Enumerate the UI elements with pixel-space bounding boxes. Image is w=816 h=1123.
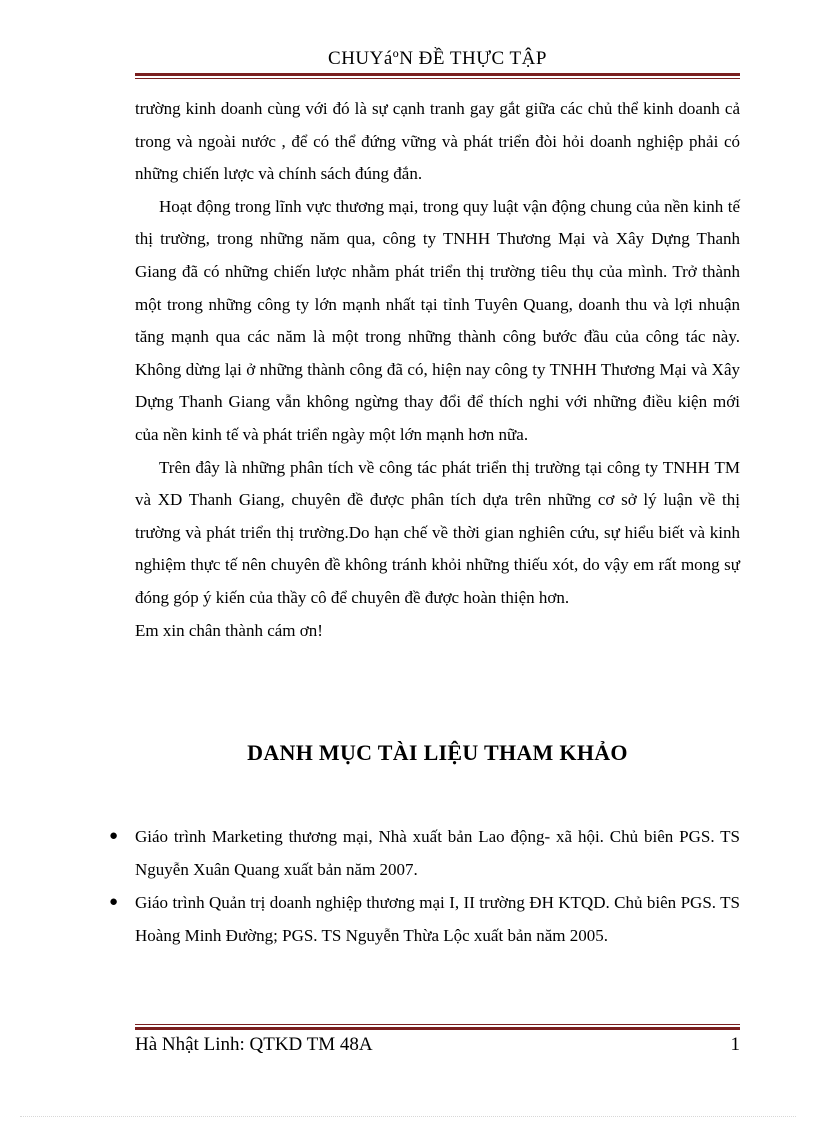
reference-text: Giáo trình Quản trị doanh nghiệp thương mại I, II trường ĐH KTQD. Chủ biên PGS. TS Hoàng Minh Đường; PGS. TS Nguyễn Thừa Lộc xuất bản năm 2005. — [135, 893, 740, 945]
bullet-icon: ● — [109, 894, 119, 910]
page-header-title: CHUYáºN ĐỀ THỰC TẬP — [328, 48, 547, 69]
paragraph-company-activity: Hoạt động trong lĩnh vực thương mại, trong quy luật vận động chung của nền kinh tế thị trường, trong những năm qua, công ty TNHH Thương Mại và Xây Dựng Thanh Giang đã có những chiến lược nhằm phát triển thị trường tiêu thụ của mình. Trở thành một trong những công ty lớn mạnh nhất tại tỉnh Tuyên Quang, doanh thu và lợi nhuận tăng mạnh qua các năm là một trong những thành công bước đầu của công tác này. Không dừng lại ở những thành công đã có, hiện nay công ty TNHH Thương Mại và Xây Dựng Thanh Giang vẫn không ngừng thay đổi để thích nghi với những điều kiện mới của nền kinh tế và phát triển ngày một lớn mạnh hơn nữa. — [135, 196, 740, 444]
references-heading: DANH MỤC TÀI LIỆU THAM KHẢO — [247, 740, 628, 765]
bullet-icon: ● — [109, 828, 119, 844]
page-footer — [135, 1034, 740, 1056]
header-rule — [135, 73, 740, 79]
references-list — [109, 820, 740, 952]
page-edge-divider — [20, 1116, 796, 1117]
reference-item — [109, 820, 740, 886]
paragraph-continuation: trường kinh doanh cùng với đó là sự cạnh tranh gay gắt giữa các chủ thể kinh doanh cả trong và ngoài nước , để có thể đứng vững và phát triển đòi hỏi doanh nghiệp phải có những chiến lược và chính sách đúng đắn. — [135, 99, 740, 184]
paragraph-thanks: Em xin chân thành cám ơn! — [135, 620, 323, 640]
reference-text: Giáo trình Marketing thương mại, Nhà xuất bản Lao động- xã hội. Chủ biên PGS. TS Nguyễn Xuân Quang xuất bản năm 2007. — [135, 827, 740, 879]
body-text — [135, 93, 740, 647]
footer-author: Hà Nhật Linh: QTKD TM 48A — [135, 1034, 373, 1055]
reference-item — [109, 886, 740, 952]
page-number: 1 — [730, 1034, 740, 1055]
paragraph-conclusion: Trên đây là những phân tích về công tác phát triển thị trường tại công ty TNHH TM và XD Thanh Giang, chuyên đề được phân tích dựa trên những cơ sở lý luận về thị trường và phát triển thị trường.Do hạn chế về thời gian nghiên cứu, sự hiểu biết và kinh nghiệm thực tế nên chuyên đề không tránh khỏi những thiếu xót, do vậy em rất mong sự đóng góp ý kiến của thầy cô để chuyên đề được hoàn thiện hơn. — [135, 457, 740, 607]
footer-rule — [135, 1024, 740, 1030]
